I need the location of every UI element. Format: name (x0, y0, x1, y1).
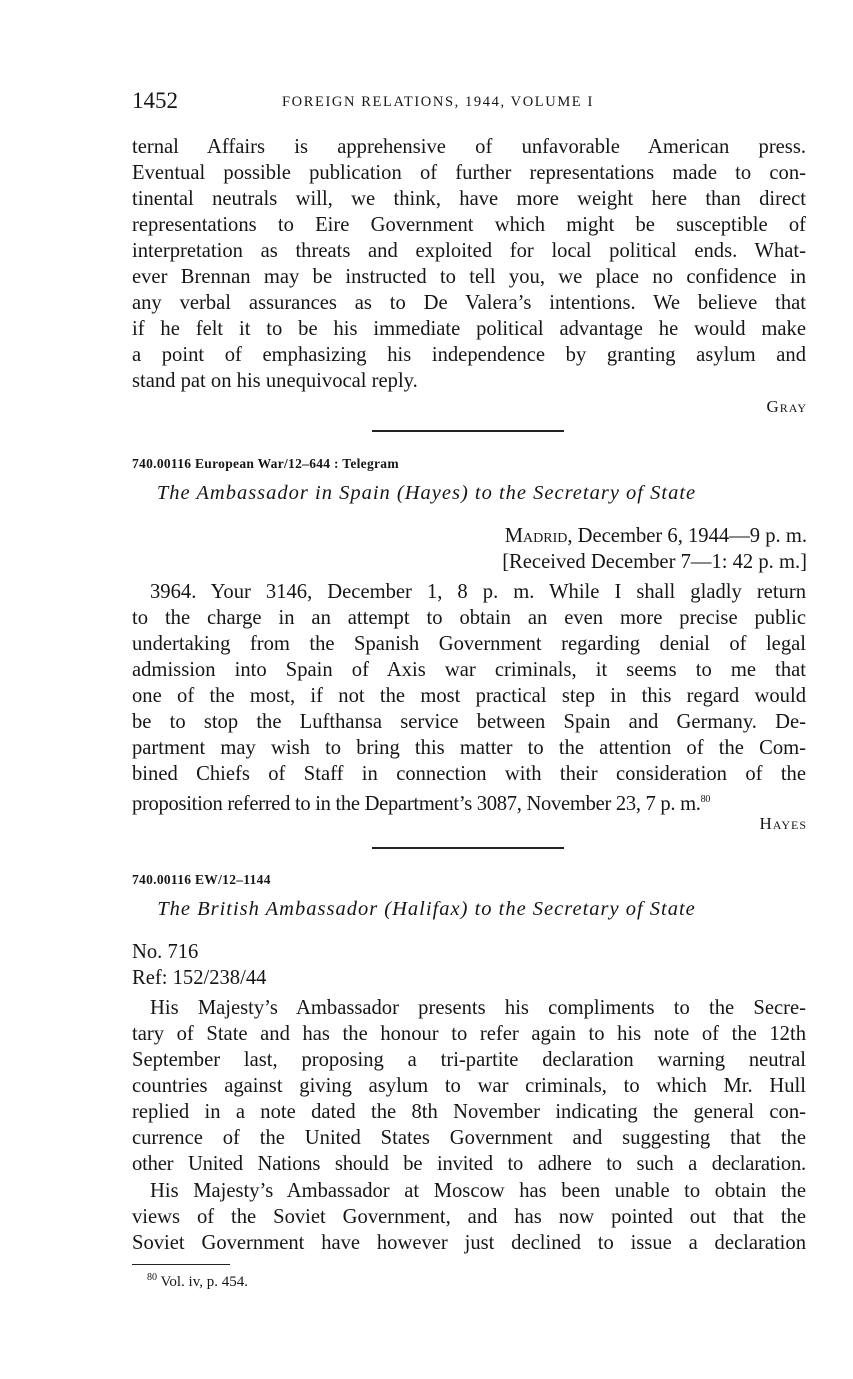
text-line: His Majesty’s Ambassador at Moscow has been unable to obtain the (150, 1180, 806, 1202)
text-line: stand pat on his unequivocal reply. (132, 370, 418, 392)
note-reference-line: Ref: 152/238/44 (132, 967, 267, 989)
continuation-paragraph (132, 134, 806, 394)
received-line: [Received December 7—1: 42 p. m.] (502, 551, 807, 573)
running-header (132, 88, 812, 118)
text-line: other United Nations should be invited to adhere to such a declaration. (132, 1153, 806, 1175)
file-number: 740.00116 EW/12–1144 (132, 872, 271, 887)
text-line (132, 787, 806, 813)
footnote-reference: 80 (700, 794, 711, 805)
text-line: to the charge in an attempt to obtain an even more precise public (132, 607, 806, 629)
signature-gray: Gray (766, 397, 807, 416)
text-line: September last, proposing a tri-partite declaration warning neutral (132, 1049, 806, 1071)
text-line: 3964. Your 3146, December 1, 8 p. m. While I shall gladly return (150, 581, 806, 603)
telegram-body (132, 579, 806, 813)
running-title: FOREIGN RELATIONS, 1944, VOLUME I (282, 94, 594, 110)
note-paragraph-1 (132, 995, 806, 1177)
text-line: ternal Affairs is apprehensive of unfavorable American press. (132, 136, 806, 158)
text-line: ever Brennan may be instructed to tell you, we place no confidence in (132, 266, 806, 288)
text-line: bined Chiefs of Staff in connection with their consideration of the (132, 763, 806, 785)
text-line: replied in a note dated the 8th November indicating the general con- (132, 1101, 806, 1123)
text-line: one of the most, if not the most practical step in this regard would (132, 685, 806, 707)
last-line-text: proposition referred to in the Department’s 3087, November 23, 7 p. m. (132, 792, 701, 815)
text-line: any verbal assurances as to De Valera’s intentions. We believe that (132, 292, 806, 314)
text-line: Soviet Government have however just declined to issue a declaration (132, 1232, 806, 1254)
text-line: if he felt it to be his immediate political advantage he would make (132, 318, 806, 340)
document-title: The Ambassador in Spain (Hayes) to the Secretary of State (156, 482, 697, 504)
section-divider (372, 430, 564, 432)
note-paragraph-2 (132, 1178, 806, 1256)
text-line: countries against giving asylum to war criminals, to which Mr. Hull (132, 1075, 806, 1097)
text-line: Eventual possible publication of further representations made to con- (132, 162, 806, 184)
text-line: tinental neutrals will, we think, have more weight here than direct (132, 188, 806, 210)
text-line: a point of emphasizing his independence by granting asylum and (132, 344, 806, 366)
dateline (505, 523, 807, 549)
footnote-marker: 80 (147, 1272, 157, 1283)
footnote-text: Vol. iv, p. 454. (160, 1274, 248, 1290)
note-number-line: No. 716 (132, 941, 199, 963)
text-line: admission into Spain of Axis war criminals, it seems to me that (132, 659, 806, 681)
text-line: His Majesty’s Ambassador presents his compliments to the Secre- (150, 997, 806, 1019)
text-line: interpretation as threats and exploited for local political ends. What- (132, 240, 806, 262)
note-number (132, 939, 806, 991)
text-line: partment may wish to bring this matter to the attention of the Com- (132, 737, 806, 759)
footnote (147, 1272, 248, 1291)
page-number: 1452 (132, 88, 178, 113)
dateline-place: Madrid (504, 525, 568, 547)
section-divider (372, 847, 564, 849)
text-line: be to stop the Lufthansa service between Spain and Germany. De- (132, 711, 806, 733)
dateline-date: , December 6, 1944—9 p. m. (567, 525, 807, 547)
text-line: tary of State and has the honour to refer again to his note of the 12th (132, 1023, 806, 1045)
footnote-rule (132, 1264, 230, 1265)
signature-hayes: Hayes (759, 814, 807, 833)
text-line: representations to Eire Government which might be susceptible of (132, 214, 806, 236)
document-title: The British Ambassador (Halifax) to the Secretary of State (157, 898, 696, 920)
text-line: undertaking from the Spanish Government regarding denial of legal (132, 633, 806, 655)
text-line: views of the Soviet Government, and has now pointed out that the (132, 1206, 806, 1228)
file-number: 740.00116 European War/12–644 : Telegram (132, 456, 399, 471)
text-line: currence of the United States Government and suggesting that the (132, 1127, 806, 1149)
